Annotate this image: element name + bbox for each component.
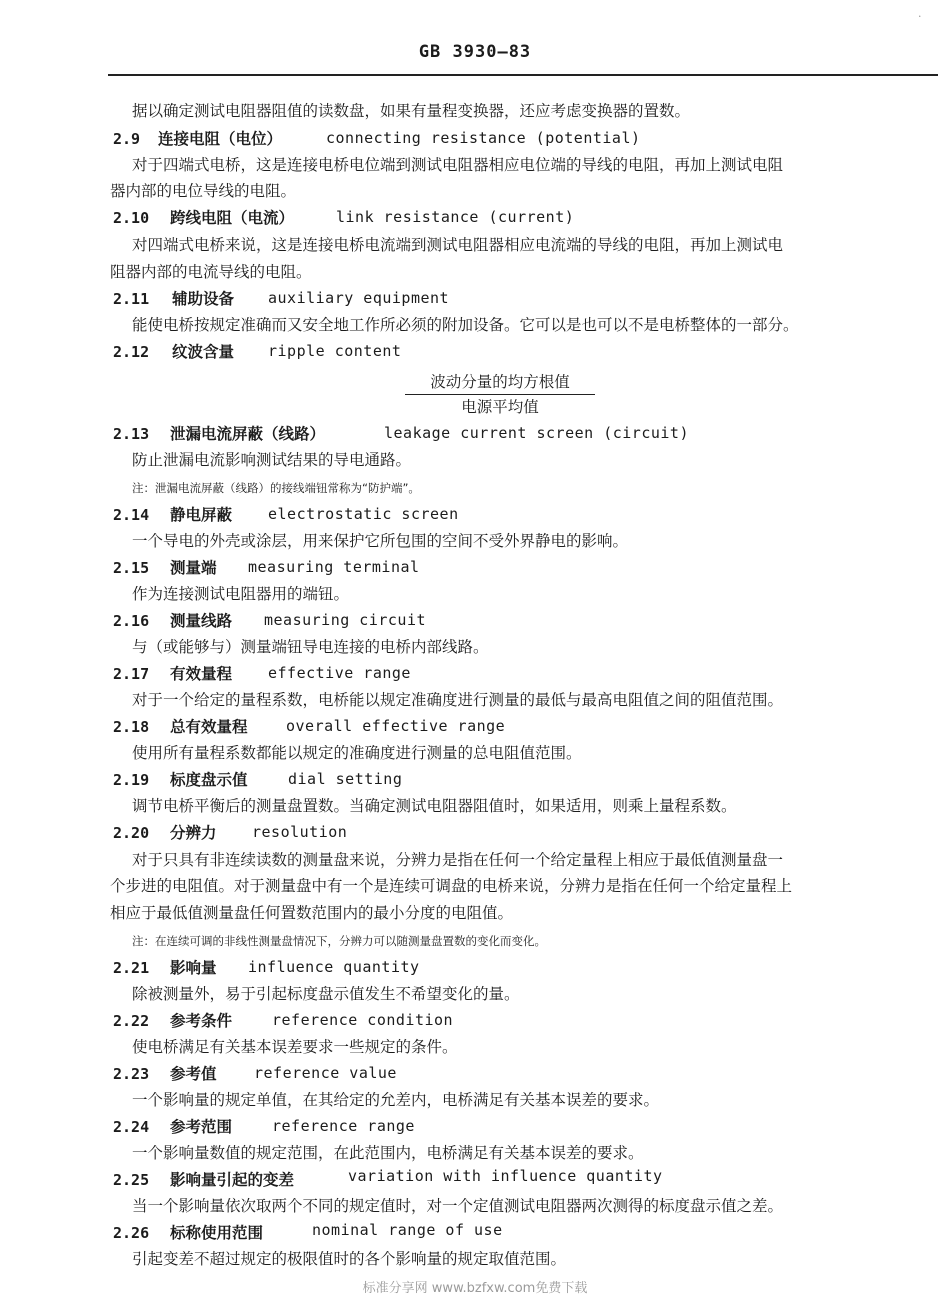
clause-body: 个步进的电阻值。对于测量盘中有一个是连续可调盘的电桥来说，分辨力是指在任何一个给定量程上 — [110, 877, 793, 895]
clause-body: 阻器内部的电流导线的电阻。 — [110, 263, 312, 281]
clause-english: connecting resistance (potential) — [326, 129, 641, 147]
clause-english: measuring terminal — [248, 558, 420, 576]
clause-term: 静电屏蔽 — [170, 506, 233, 524]
clause-english: measuring circuit — [264, 611, 427, 629]
clause-term: 测量端 — [170, 559, 217, 577]
clause-body: 除被测量外，易于引起标度盘示值发生不希望变化的量。 — [132, 985, 520, 1003]
clause-body: 调节电桥平衡后的测量盘置数。当确定测试电阻器阻值时，如果适用，则乘上量程系数。 — [132, 797, 737, 815]
clause-body: 作为连接测试电阻器用的端钮。 — [132, 585, 350, 603]
formula-denominator: 电源平均值 — [461, 398, 539, 416]
watermark-footer: 标准分享网 www.bzfxw.com免费下载 — [362, 1281, 588, 1296]
clause-term: 参考范围 — [170, 1118, 233, 1136]
clause-term: 辅助设备 — [172, 290, 235, 308]
clause-number: 2.21 — [113, 959, 150, 977]
clause-term: 影响量 — [170, 959, 217, 977]
clause-term: 连接电阻（电位） — [158, 130, 283, 148]
intro-line: 据以确定测试电阻器阻值的读数盘，如果有量程变换器，还应考虑变换器的置数。 — [132, 102, 691, 120]
clause-english: variation with influence quantity — [348, 1167, 663, 1185]
clause-english: ripple content — [268, 342, 402, 360]
clause-number: 2.18 — [113, 718, 150, 736]
clause-term: 标称使用范围 — [170, 1224, 264, 1242]
clause-body: 当一个影响量依次取两个不同的规定值时，对一个定值测试电阻器两次测得的标度盘示值之差。 — [132, 1197, 784, 1215]
clause-term: 总有效量程 — [170, 718, 248, 736]
clause-body: 对四端式电桥来说，这是连接电桥电流端到测试电阻器相应电流端的导线的电阻，再加上测试电 — [132, 236, 784, 254]
clause-body: 一个导电的外壳或涂层，用来保护它所包围的空间不受外界静电的影响。 — [132, 532, 629, 550]
clause-term: 有效量程 — [170, 665, 233, 683]
clause-body: 使电桥满足有关基本误差要求一些规定的条件。 — [132, 1038, 458, 1056]
ripple-formula — [405, 372, 595, 417]
clause-body: 对于只具有非连续读数的测量盘来说，分辨力是指在任何一个给定量程上相应于最低值测量盘一 — [132, 851, 784, 869]
clause-body: 器内部的电位导线的电阻。 — [110, 182, 297, 200]
clause-english: link resistance (current) — [336, 208, 575, 226]
clause-number: 2.9 — [113, 130, 141, 148]
clause-body: 一个影响量的规定单值，在其给定的允差内，电桥满足有关基本误差的要求。 — [132, 1091, 660, 1109]
clause-number: 2.22 — [113, 1012, 150, 1030]
standard-code: GB 3930—83 — [418, 42, 532, 62]
clause-english: electrostatic screen — [268, 505, 459, 523]
clause-number: 2.23 — [113, 1065, 150, 1083]
clause-term: 标度盘示值 — [170, 771, 248, 789]
clause-term: 影响量引起的变差 — [170, 1171, 295, 1189]
clause-term: 参考条件 — [170, 1012, 233, 1030]
clause-body: 与（或能够与）测量端钮导电连接的电桥内部线路。 — [132, 638, 489, 656]
clause-number: 2.13 — [113, 425, 150, 443]
clause-term: 跨线电阻（电流） — [170, 209, 295, 227]
clause-term: 测量线路 — [170, 612, 233, 630]
clause-number: 2.11 — [113, 290, 150, 308]
clause-body: 对于四端式电桥，这是连接电桥电位端到测试电阻器相应电位端的导线的电阻，再加上测试电阻 — [132, 156, 784, 174]
clause-body: 对于一个给定的量程系数，电桥能以规定准确度进行测量的最低与最高电阻值之间的阻值范围。 — [132, 691, 784, 709]
clause-english: reference range — [272, 1117, 415, 1135]
clause-english: influence quantity — [248, 958, 420, 976]
clause-number: 2.16 — [113, 612, 150, 630]
clause-body: 使用所有量程系数都能以规定的准确度进行测量的总电阻值范围。 — [132, 744, 582, 762]
clause-english: auxiliary equipment — [268, 289, 450, 307]
clause-english: resolution — [252, 823, 348, 841]
clause-note: 注：在连续可调的非线性测量盘情况下，分辨力可以随测量盘置数的变化而变化。 — [132, 934, 546, 948]
formula-numerator: 波动分量的均方根值 — [405, 372, 595, 395]
header-rule — [108, 74, 938, 76]
corner-mark: · — [918, 10, 922, 23]
clause-term: 纹波含量 — [172, 343, 235, 361]
clause-body: 防止泄漏电流影响测试结果的导电通路。 — [132, 451, 412, 469]
clause-number: 2.24 — [113, 1118, 150, 1136]
clause-english: reference condition — [272, 1011, 454, 1029]
clause-number: 2.26 — [113, 1224, 150, 1242]
clause-english: effective range — [268, 664, 411, 682]
clause-english: leakage current screen (circuit) — [384, 424, 689, 442]
clause-term: 分辨力 — [170, 824, 217, 842]
clause-note: 注：泄漏电流屏蔽（线路）的接线端钮常称为“防护端”。 — [132, 481, 420, 495]
clause-number: 2.19 — [113, 771, 150, 789]
clause-number: 2.25 — [113, 1171, 150, 1189]
clause-body: 相应于最低值测量盘任何置数范围内的最小分度的电阻值。 — [110, 904, 514, 922]
clause-body: 引起变差不超过规定的极限值时的各个影响量的规定取值范围。 — [132, 1250, 567, 1268]
clause-english: nominal range of use — [312, 1221, 503, 1239]
clause-number: 2.14 — [113, 506, 150, 524]
clause-number: 2.10 — [113, 209, 150, 227]
clause-english: dial setting — [288, 770, 403, 788]
clause-body: 能使电桥按规定准确而又安全地工作所必须的附加设备。它可以是也可以不是电桥整体的一部分。 — [132, 316, 799, 334]
clause-number: 2.20 — [113, 824, 150, 842]
clause-body: 一个影响量数值的规定范围，在此范围内，电桥满足有关基本误差的要求。 — [132, 1144, 644, 1162]
clause-english: reference value — [254, 1064, 397, 1082]
clause-number: 2.12 — [113, 343, 150, 361]
clause-number: 2.17 — [113, 665, 150, 683]
clause-term: 参考值 — [170, 1065, 217, 1083]
clause-english: overall effective range — [286, 717, 506, 735]
clause-term: 泄漏电流屏蔽（线路） — [170, 425, 326, 443]
clause-number: 2.15 — [113, 559, 150, 577]
